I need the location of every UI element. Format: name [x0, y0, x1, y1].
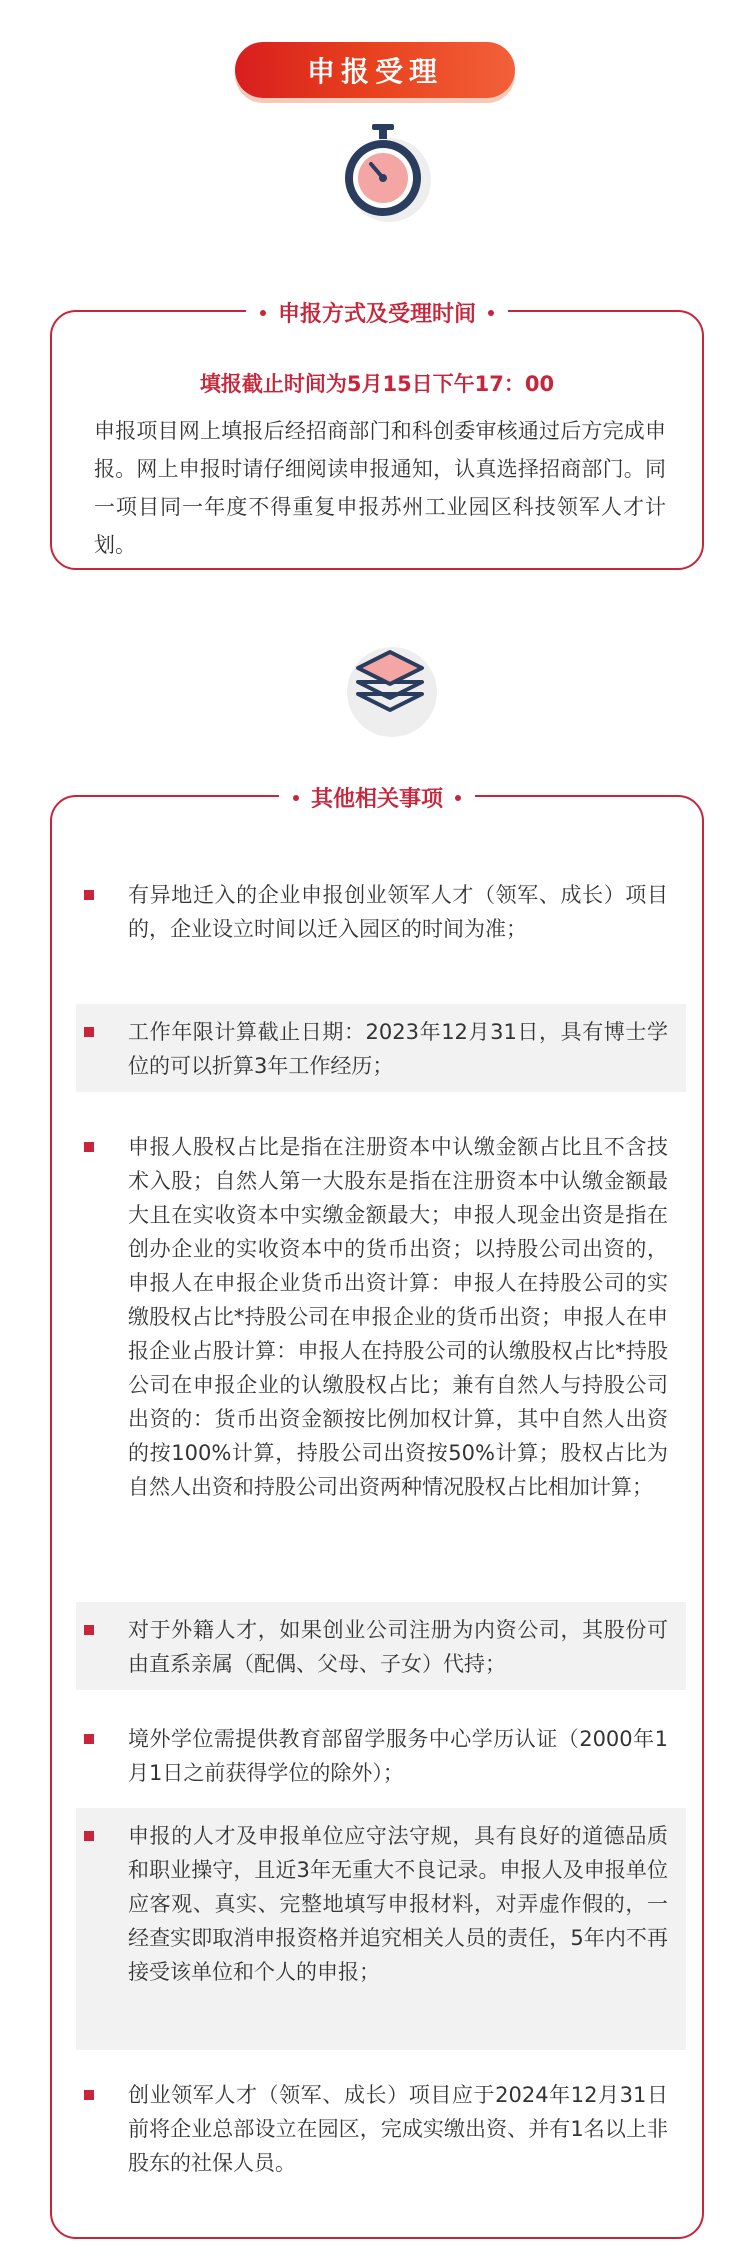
list-item-text: 申报的人才及申报单位应守法守规，具有良好的道德品质和职业操守，且近3年无重大不良记录。申报人及申报单位应客观、真实、完整地填写申报材料，对弄虚作假的，一经查实即取消申报资格并追究相关人员的责任，5年内不再接受该单位和个人的申报； [128, 1824, 668, 1984]
list-item-text: 创业领军人才（领军、成长）项目应于2024年12月31日前将企业总部设立在园区，完成实缴出资、并有1名以上非股东的社保人员。 [128, 2083, 668, 2175]
bullet-icon [84, 1831, 94, 1841]
list-item-text: 有异地迁入的企业申报创业领军人才（领军、成长）项目的，企业设立时间以迁入园区的时间为准； [128, 883, 668, 941]
application-method-title [246, 297, 508, 328]
list-item [76, 1120, 686, 1514]
application-method-title-text: 申报方式及受理时间 [277, 302, 477, 327]
list-item [76, 868, 686, 956]
list-item [76, 1808, 686, 2050]
list-item-text: 境外学位需提供教育部留学服务中心学历认证（2000年1月1日之前获得学位的除外）； [128, 1727, 668, 1785]
bullet-icon [84, 1734, 94, 1744]
list-item [76, 1602, 686, 1690]
section-header-pill: 申报受理 [235, 42, 515, 98]
title-dot-left [260, 310, 266, 316]
list-item-text: 对于外籍人才，如果创业公司注册为内资公司，其股份可由直系亲属（配偶、父母、子女）代持； [128, 1618, 668, 1676]
other-matters-title-text: 其他相关事项 [310, 787, 444, 812]
title-dot-right [455, 795, 461, 801]
other-matters-title [279, 782, 475, 813]
list-item [76, 2068, 686, 2190]
bullet-icon [84, 1142, 94, 1152]
application-method-body: 申报项目网上填报后经招商部门和科创委审核通过后方完成申报。网上申报时请仔细阅读申报通知，认真选择招商部门。同一项目同一年度不得重复申报苏州工业园区科技领军人才计划。 [94, 419, 666, 557]
list-item [76, 1712, 686, 1800]
deadline-text: 填报截止时间为5月15日下午17：00 [199, 372, 555, 396]
application-method-card [50, 302, 704, 570]
stopwatch-icon [325, 118, 435, 228]
bullet-icon [84, 2090, 94, 2100]
title-dot-right [488, 310, 494, 316]
list-item-text: 申报人股权占比是指在注册资本中认缴金额占比且不含技术入股；自然人第一大股东是指在注册资本中认缴金额最大且在实收资本中实缴金额最大；申报人现金出资是指在创办企业的实收资本中的货币出资；以持股公司出资的，申报人在申报企业货币出资计算：申报人在持股公司的实缴股权占比*持股公司在申报企业的货币出资；申报人在申报企业占股计算：申报人在持股公司的认缴股权占比*持股公司在申报企业的认缴股权占比；兼有自然人与持股公司出资的：货币出资金额按比例加权计算，其中自然人出资的按100%计算，持股公司出资按50%计算；股权占比为自然人出资和持股公司出资两种情况股权占比相加计算； [128, 1135, 668, 1499]
bullet-icon [84, 1625, 94, 1635]
title-dot-left [293, 795, 299, 801]
bullet-icon [84, 890, 94, 900]
list-item [76, 1004, 686, 1092]
bullet-icon [84, 1027, 94, 1037]
layers-icon [306, 640, 446, 740]
list-item-text: 工作年限计算截止日期：2023年12月31日，具有博士学位的可以折算3年工作经历； [128, 1020, 668, 1078]
